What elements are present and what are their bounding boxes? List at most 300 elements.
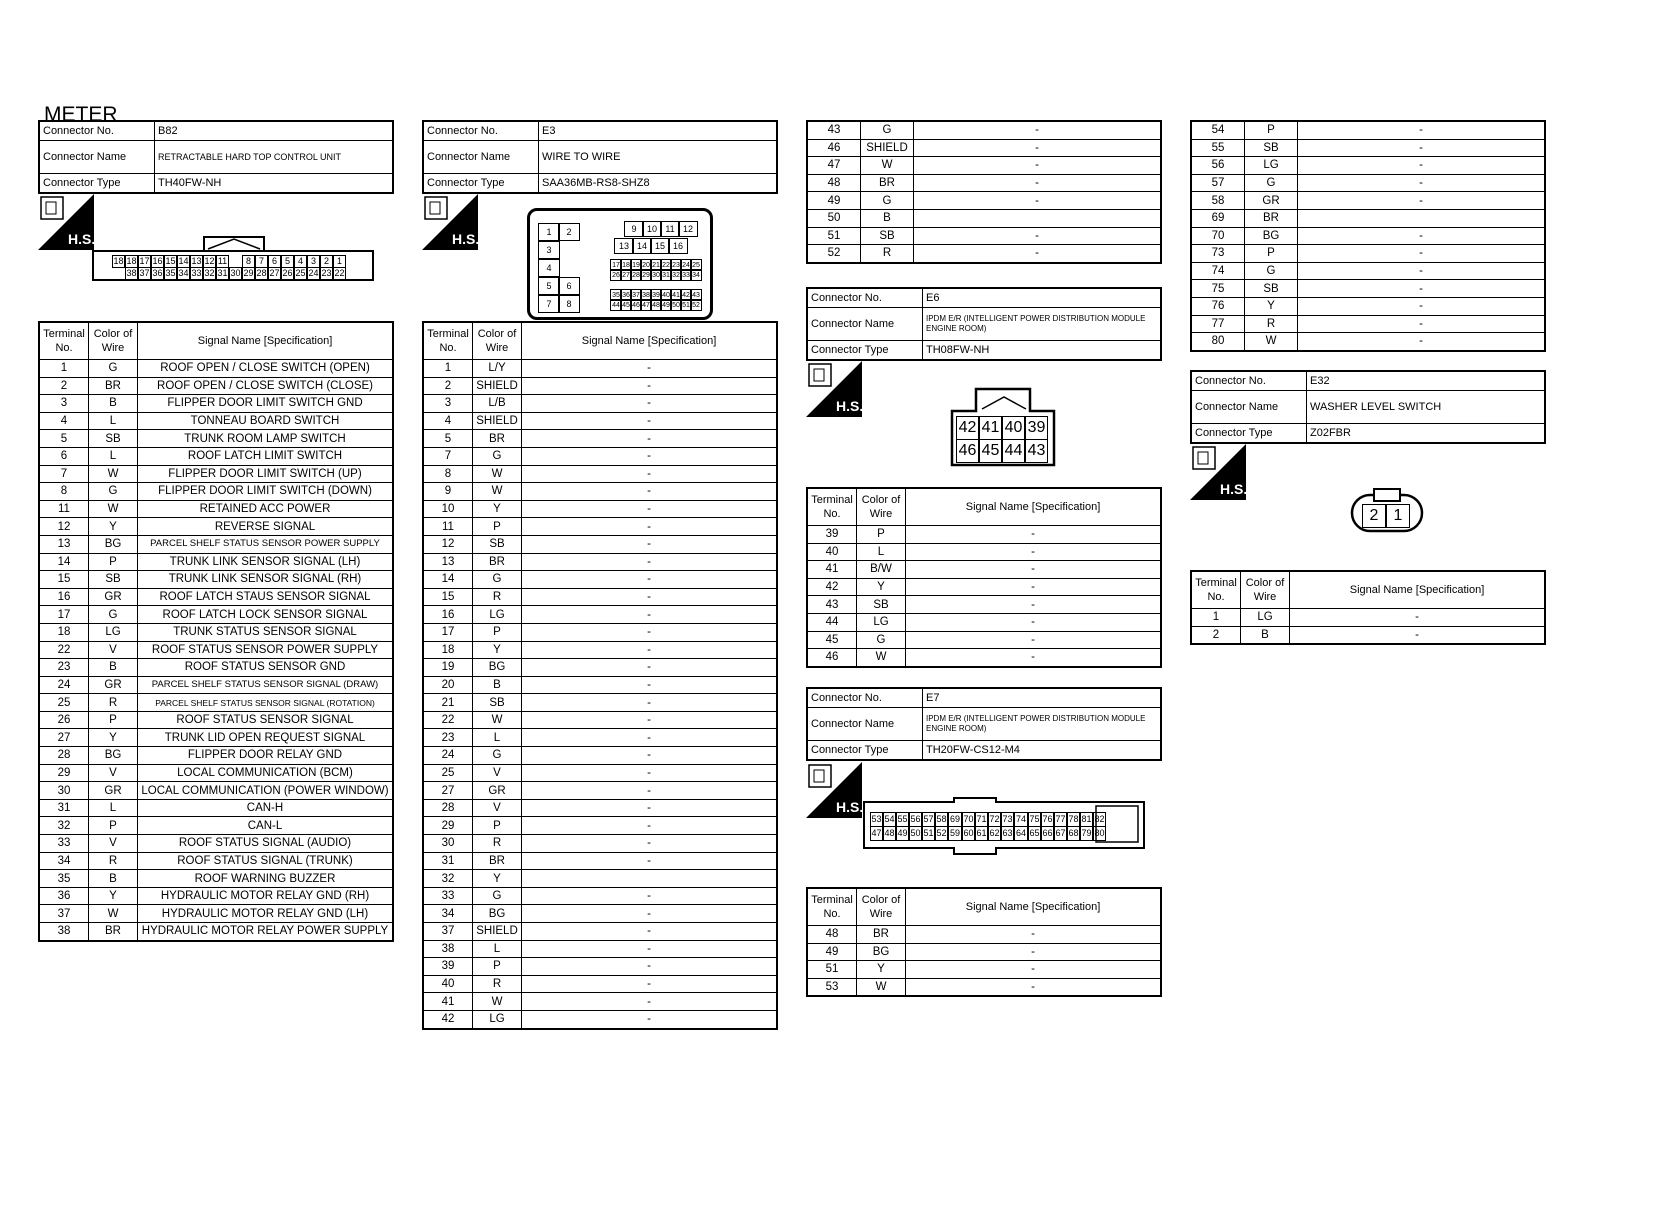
terminal-cell: 22 (423, 711, 473, 729)
color-cell: V (89, 764, 138, 782)
signal-cell: TRUNK LINK SENSOR SIGNAL (RH) (138, 571, 394, 589)
table-row (39, 817, 393, 835)
signal-cell: - (522, 360, 778, 378)
signal-cell: TRUNK ROOM LAMP SWITCH (138, 430, 394, 448)
terminal-cell: 48 (807, 174, 861, 192)
signal-cell: ROOF LATCH LIMIT SWITCH (138, 447, 394, 465)
color-cell: SB (89, 571, 138, 589)
signal-cell: TONNEAU BOARD SWITCH (138, 412, 394, 430)
connector-no-value: B82 (155, 121, 394, 141)
table-row (423, 553, 777, 571)
table-row (39, 923, 393, 941)
table-row (807, 613, 1161, 631)
color-cell: P (89, 817, 138, 835)
pin-cell: 75 (1028, 812, 1041, 827)
pin-cell: 6 (268, 255, 281, 268)
signal-cell: - (1298, 333, 1546, 351)
signal-cell: - (1298, 315, 1546, 333)
pin-cell: 12 (678, 221, 698, 237)
pin-cell: 16 (668, 238, 688, 254)
signal-cell: - (522, 518, 778, 536)
connector-no-value: E3 (539, 121, 778, 141)
table-row (807, 209, 1161, 227)
terminal-cell: 46 (807, 139, 861, 157)
table-row (39, 870, 393, 888)
terminal-cell: 14 (423, 571, 473, 589)
pin-cell: 32 (204, 268, 215, 278)
pin-cell: 35 (165, 268, 176, 278)
terminal-cell: 69 (1191, 209, 1245, 227)
pin-cell: 39 (1025, 416, 1048, 440)
signal-cell: - (522, 782, 778, 800)
terminal-cell: 17 (39, 606, 89, 624)
color-cell: W (857, 978, 906, 996)
color-cell: B (89, 659, 138, 677)
signal-cell: - (1298, 139, 1546, 157)
pin-cell: 33 (191, 268, 202, 278)
table-row (807, 245, 1161, 263)
pin-cell: 60 (962, 826, 975, 841)
signal-cell: - (522, 835, 778, 853)
signal-cell: FLIPPER DOOR LIMIT SWITCH (DOWN) (138, 483, 394, 501)
table-row (39, 500, 393, 518)
table-row (423, 571, 777, 589)
color-cell: SB (861, 227, 914, 245)
connector-name-label: Connector Name (423, 141, 539, 174)
color-cell: L/B (473, 395, 522, 413)
table-row (39, 835, 393, 853)
color-cell: B/W (857, 561, 906, 579)
color-cell: BR (89, 377, 138, 395)
table-row (423, 835, 777, 853)
table-row (39, 430, 393, 448)
table-row (423, 465, 777, 483)
table-row (39, 905, 393, 923)
table-row (39, 360, 393, 378)
table-row (423, 729, 777, 747)
terminal-cell: 7 (423, 447, 473, 465)
color-cell: BG (89, 535, 138, 553)
signal-cell: - (1298, 227, 1546, 245)
pin-cell: 78 (1067, 812, 1080, 827)
table-row (1191, 626, 1545, 644)
signal-cell: - (1298, 297, 1546, 315)
signal-cell: LOCAL COMMUNICATION (POWER WINDOW) (138, 782, 394, 800)
hs-label: H.S. (1220, 481, 1246, 497)
table-row (1191, 174, 1545, 192)
connector-type-value: TH20FW-CS12-M4 (923, 741, 1162, 761)
color-cell: SB (1245, 280, 1298, 298)
pin-cell: 9 (624, 221, 644, 237)
terminal-table-e3 (422, 321, 778, 1030)
color-cell: G (89, 483, 138, 501)
signal-cell: ROOF STATUS SENSOR SIGNAL (138, 711, 394, 729)
signal-cell: - (906, 961, 1162, 979)
terminal-cell: 49 (807, 943, 857, 961)
pin-cell: 66 (1041, 826, 1054, 841)
color-cell: V (473, 764, 522, 782)
pin-cell: 15 (650, 238, 670, 254)
terminal-cell: 76 (1191, 297, 1245, 315)
pin-cell: 42 (680, 289, 692, 301)
signal-cell: - (522, 887, 778, 905)
color-cell: Y (857, 578, 906, 596)
color-cell: L (473, 940, 522, 958)
terminal-cell: 31 (423, 852, 473, 870)
color-cell: SHIELD (473, 923, 522, 941)
pin-cell: 14 (632, 238, 652, 254)
terminal-cell: 4 (423, 412, 473, 430)
table-row (423, 694, 777, 712)
pin-cell: 25 (690, 259, 702, 271)
terminal-cell: 40 (807, 543, 857, 561)
terminal-cell: 11 (423, 518, 473, 536)
color-cell: Y (89, 518, 138, 536)
color-cell: G (861, 192, 914, 210)
table-row (807, 157, 1161, 175)
signal-cell: - (522, 447, 778, 465)
signal-cell: - (522, 553, 778, 571)
color-cell: SB (89, 430, 138, 448)
signal-cell: - (522, 659, 778, 677)
connector-name-value: IPDM E/R (INTELLIGENT POWER DISTRIBUTION MODULE ENGINE ROOM) (923, 708, 1162, 741)
color-cell: L (89, 447, 138, 465)
table-row (807, 649, 1161, 667)
terminal-cell: 53 (807, 978, 857, 996)
connector-diagram-e3 (527, 208, 713, 320)
table-row (423, 747, 777, 765)
terminal-table-b82 (38, 321, 394, 942)
pin-cell: 44 (610, 299, 622, 311)
connector-info-b82 (38, 120, 394, 194)
signal-cell: - (522, 412, 778, 430)
signal-cell: - (522, 500, 778, 518)
pin-cell: 49 (896, 826, 909, 841)
pin-cell: 46 (630, 299, 642, 311)
terminal-cell: 18 (423, 641, 473, 659)
terminal-cell: 19 (423, 659, 473, 677)
color-cell: V (473, 799, 522, 817)
table-row (423, 799, 777, 817)
color-cell: LG (473, 606, 522, 624)
signal-cell: - (522, 535, 778, 553)
table-row (39, 553, 393, 571)
table-row (423, 447, 777, 465)
color-cell: SB (473, 535, 522, 553)
signal-cell: - (522, 430, 778, 448)
signal-cell: - (522, 676, 778, 694)
color-cell: W (857, 649, 906, 667)
terminal-cell: 29 (423, 817, 473, 835)
table-row (39, 377, 393, 395)
pin-cell: 47 (870, 826, 883, 841)
table-row (39, 447, 393, 465)
table-row (423, 430, 777, 448)
pin-cell: 8 (242, 255, 255, 268)
table-row (423, 887, 777, 905)
pin-cell: 58 (935, 812, 948, 827)
harness-side-icon (806, 361, 862, 417)
signal-cell: - (522, 799, 778, 817)
pin-cell: 48 (650, 299, 662, 311)
color-cell: R (89, 694, 138, 712)
color-cell: G (473, 447, 522, 465)
color-cell: V (89, 641, 138, 659)
pin-cell: 31 (217, 268, 228, 278)
table-row (807, 578, 1161, 596)
color-cell: BR (1245, 209, 1298, 227)
terminal-cell: 41 (807, 561, 857, 579)
pin-cell: 7 (255, 255, 268, 268)
page-title: METER (44, 103, 118, 126)
signal-cell: - (522, 923, 778, 941)
signal-cell: - (914, 174, 1162, 192)
table-row (423, 905, 777, 923)
terminal-cell: 33 (423, 887, 473, 905)
signal-cell: - (522, 623, 778, 641)
pin-cell: 1 (538, 223, 560, 241)
terminal-cell: 2 (423, 377, 473, 395)
pin-cell: 80 (1093, 826, 1106, 841)
connector-name-label: Connector Name (807, 308, 923, 341)
color-cell: G (857, 631, 906, 649)
connector-type-label: Connector Type (1191, 424, 1307, 444)
signal-cell: - (522, 711, 778, 729)
signal-cell (1298, 209, 1546, 227)
table-row (39, 694, 393, 712)
terminal-cell: 70 (1191, 227, 1245, 245)
table-row (1191, 139, 1545, 157)
color-cell: G (473, 747, 522, 765)
color-cell: P (857, 526, 906, 544)
signal-cell: - (906, 578, 1162, 596)
color-cell: V (89, 835, 138, 853)
harness-side-icon (806, 762, 862, 818)
table-row (39, 676, 393, 694)
pin-cell: 46 (956, 439, 979, 463)
terminal-cell: 13 (423, 553, 473, 571)
pin-cell: 82 (1093, 812, 1106, 827)
pin-cell: 3 (307, 255, 320, 268)
table-row (423, 535, 777, 553)
pin-cell: 2 (558, 223, 580, 241)
pin-cell: 2 (320, 255, 333, 268)
signal-cell: - (522, 588, 778, 606)
signal-cell: - (1290, 609, 1546, 627)
pin-cell: 15 (165, 256, 176, 266)
terminal-cell: 2 (1191, 626, 1241, 644)
pin-cell: 70 (962, 812, 975, 827)
terminal-cell: 39 (807, 526, 857, 544)
table-row (807, 631, 1161, 649)
terminal-cell: 16 (39, 588, 89, 606)
terminal-cell: 27 (39, 729, 89, 747)
pin-cell: 24 (308, 268, 319, 278)
terminal-cell: 51 (807, 961, 857, 979)
signal-cell: REVERSE SIGNAL (138, 518, 394, 536)
pin-cell: 59 (948, 826, 962, 841)
table-row (1191, 245, 1545, 263)
terminal-cell: 16 (423, 606, 473, 624)
hs-label: H.S. (836, 398, 862, 414)
table-row (423, 817, 777, 835)
header-color: Color of Wire (857, 488, 906, 526)
color-cell: W (89, 465, 138, 483)
header-signal: Signal Name [Specification] (522, 322, 778, 360)
table-row (39, 764, 393, 782)
pin-cell: 35 (610, 289, 622, 301)
pin-cell: 39 (650, 289, 662, 301)
color-cell: BR (473, 553, 522, 571)
terminal-cell: 31 (39, 799, 89, 817)
table-row (423, 623, 777, 641)
terminal-cell: 12 (39, 518, 89, 536)
signal-cell: TRUNK STATUS SENSOR SIGNAL (138, 623, 394, 641)
signal-cell: - (522, 817, 778, 835)
pin-cell: 28 (256, 268, 267, 278)
table-row (39, 606, 393, 624)
signal-cell: HYDRAULIC MOTOR RELAY POWER SUPPLY (138, 923, 394, 941)
pin-cell: 68 (1067, 826, 1080, 841)
pin-cell: 67 (1054, 826, 1067, 841)
pin-cell: 16 (152, 256, 163, 266)
color-cell: Y (473, 500, 522, 518)
pin-cell: 7 (538, 295, 560, 313)
signal-cell: - (914, 139, 1162, 157)
table-row (1191, 280, 1545, 298)
pin-cell: 74 (1014, 812, 1028, 827)
connector-type-value: SAA36MB-RS8-SHZ8 (539, 174, 778, 194)
color-cell: W (473, 711, 522, 729)
color-cell: SB (473, 694, 522, 712)
signal-cell: - (522, 940, 778, 958)
table-row (423, 377, 777, 395)
connector-info-e6 (806, 287, 1162, 361)
color-cell: SB (1245, 139, 1298, 157)
terminal-cell: 8 (423, 465, 473, 483)
signal-cell: - (1298, 174, 1546, 192)
pin-cell: 62 (988, 826, 1001, 841)
pin-cell: 34 (178, 268, 189, 278)
connector-type-value: Z02FBR (1307, 424, 1546, 444)
table-row (807, 561, 1161, 579)
hs-label: H.S. (68, 231, 94, 247)
signal-cell: - (1298, 245, 1546, 263)
connector-diagram-e32 (1350, 487, 1424, 533)
terminal-cell: 34 (423, 905, 473, 923)
pin-cell: 81 (1080, 812, 1093, 827)
pin-cell: 41 (979, 416, 1002, 440)
table-row (1191, 315, 1545, 333)
terminal-cell: 27 (423, 782, 473, 800)
color-cell: W (473, 465, 522, 483)
color-cell: L (473, 729, 522, 747)
table-row (1191, 227, 1545, 245)
terminal-cell: 3 (39, 395, 89, 413)
pin-cell: 57 (922, 812, 935, 827)
header-signal: Signal Name [Specification] (906, 488, 1162, 526)
table-row (423, 711, 777, 729)
pin-cell (229, 255, 242, 266)
signal-cell: - (522, 993, 778, 1011)
color-cell: B (89, 395, 138, 413)
pin-cell: 47 (640, 299, 652, 311)
table-row (39, 659, 393, 677)
signal-cell: ROOF WARNING BUZZER (138, 870, 394, 888)
color-cell: BR (473, 430, 522, 448)
color-cell: P (473, 958, 522, 976)
pin-cell: 52 (690, 299, 702, 311)
terminal-cell: 42 (807, 578, 857, 596)
signal-cell: TRUNK LID OPEN REQUEST SIGNAL (138, 729, 394, 747)
terminal-cell: 23 (423, 729, 473, 747)
signal-cell: - (1298, 280, 1546, 298)
signal-cell: - (906, 943, 1162, 961)
table-row (423, 360, 777, 378)
terminal-cell: 10 (423, 500, 473, 518)
color-cell: G (89, 360, 138, 378)
pin-row-bottom (125, 267, 346, 280)
table-row (807, 526, 1161, 544)
signal-cell: ROOF LATCH STAUS SENSOR SIGNAL (138, 588, 394, 606)
color-cell: P (473, 623, 522, 641)
pin-cell: 73 (1001, 812, 1014, 827)
signal-cell: - (522, 905, 778, 923)
terminal-cell: 12 (423, 535, 473, 553)
signal-cell: FLIPPER DOOR LIMIT SWITCH (UP) (138, 465, 394, 483)
pin-cell: 3 (538, 241, 560, 259)
color-cell: B (861, 209, 914, 227)
table-row (807, 543, 1161, 561)
pin-cell: 23 (670, 259, 682, 271)
pin-cell: 2 (1362, 504, 1386, 528)
pin-cell: 34 (690, 269, 702, 281)
terminal-cell: 74 (1191, 262, 1245, 280)
pin-cell: 49 (660, 299, 672, 311)
signal-cell: CAN-L (138, 817, 394, 835)
connector-no-value: E6 (923, 288, 1162, 308)
terminal-table-e7-continued (1190, 120, 1546, 352)
signal-cell: - (1298, 121, 1546, 139)
terminal-cell: 38 (423, 940, 473, 958)
pin-cell: 23 (321, 268, 332, 278)
signal-cell: - (906, 561, 1162, 579)
hs-label: H.S. (836, 799, 862, 815)
pin-cell: 22 (660, 259, 672, 271)
header-color: Color of Wire (1241, 571, 1290, 609)
connector-diagram-e7 (862, 796, 1146, 856)
table-row (39, 571, 393, 589)
terminal-cell: 13 (39, 535, 89, 553)
pin-cell: 63 (1001, 826, 1014, 841)
table-row (423, 852, 777, 870)
harness-side-icon (1190, 444, 1246, 500)
color-cell: B (1241, 626, 1290, 644)
terminal-cell: 77 (1191, 315, 1245, 333)
terminal-cell: 55 (1191, 139, 1245, 157)
terminal-cell: 5 (39, 430, 89, 448)
terminal-cell: 20 (423, 676, 473, 694)
signal-cell: ROOF STATUS SENSOR POWER SUPPLY (138, 641, 394, 659)
terminal-cell: 14 (39, 553, 89, 571)
pin-cell: 8 (558, 295, 580, 313)
header-signal: Signal Name [Specification] (138, 322, 394, 360)
signal-cell: - (906, 631, 1162, 649)
connector-name-label: Connector Name (1191, 391, 1307, 424)
terminal-cell: 26 (39, 711, 89, 729)
color-cell: Y (473, 641, 522, 659)
header-terminal: Terminal No. (807, 488, 857, 526)
